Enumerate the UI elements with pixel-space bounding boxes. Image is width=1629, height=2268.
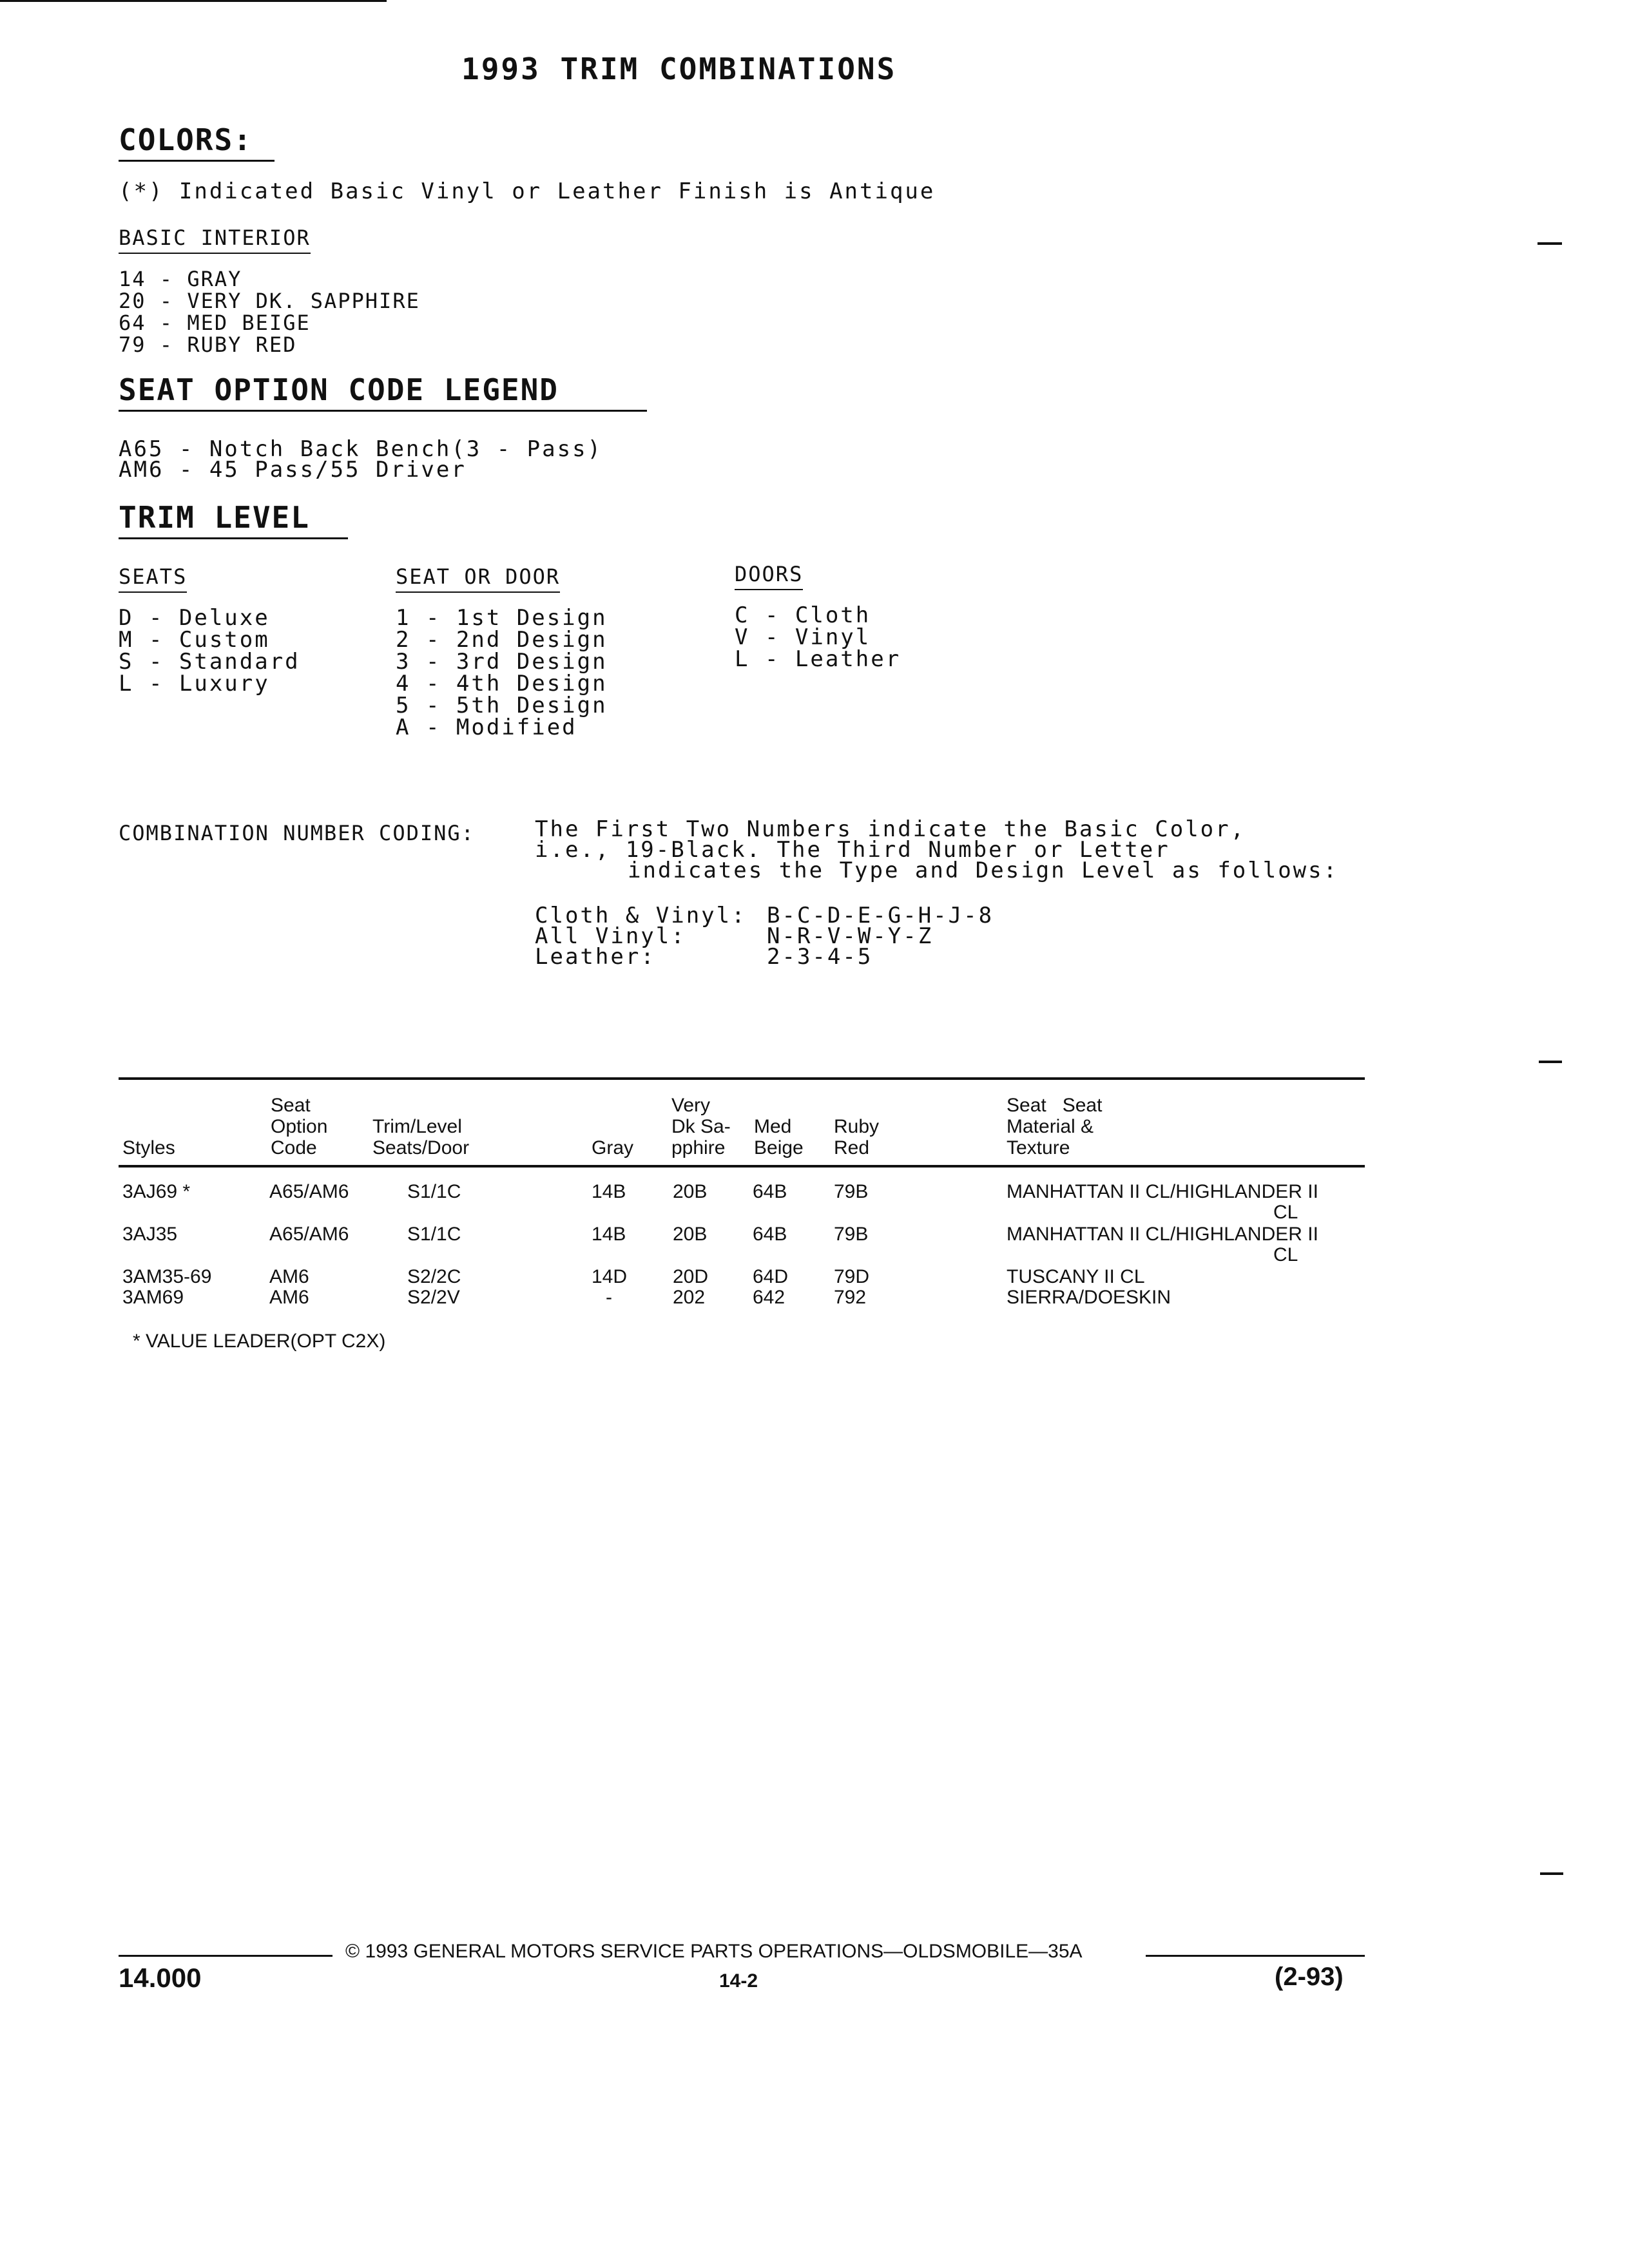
coding-type-codes: 2-3-4-5 (767, 944, 873, 970)
design-item: A - Modified (396, 715, 577, 740)
coding-type-codes: B-C-D-E-G-H-J-8 (767, 903, 994, 928)
trim-level-heading: TRIM LEVEL (119, 500, 348, 539)
footer-copyright: © 1993 GENERAL MOTORS SERVICE PARTS OPERATIONS—OLDSMOBILE—35A (345, 1941, 1083, 1962)
header-styles: Styles (122, 1137, 175, 1158)
table-footnote: * VALUE LEADER(OPT C2X) (133, 1331, 386, 1352)
header-beige: Beige (754, 1137, 804, 1158)
header-seat-code: Seat (271, 1095, 311, 1116)
coding-type-label: Leather: (535, 944, 656, 970)
color-item: 14 - GRAY (119, 267, 242, 291)
page-title: 1993 TRIM COMBINATIONS (461, 52, 897, 86)
cell-beige: 64D (753, 1266, 789, 1287)
header-seat-code: Option (271, 1116, 328, 1137)
design-item: 2 - 2nd Design (396, 627, 608, 653)
coding-type-label: Cloth & Vinyl: (535, 903, 747, 928)
header-trim: Seats/Door (372, 1137, 470, 1158)
cell-sapphire: 20D (673, 1266, 709, 1287)
seat-option-item: AM6 - 45 Pass/55 Driver (119, 457, 467, 483)
design-item: 4 - 4th Design (396, 671, 608, 697)
cell-ruby: 792 (834, 1287, 867, 1308)
door-item: L - Leather (735, 646, 901, 672)
seat-item: D - Deluxe (119, 605, 270, 631)
cell-code: A65/AM6 (269, 1224, 349, 1245)
footer-rule-left (119, 1955, 333, 1957)
cell-material: MANHATTAN II CL/HIGHLANDER II (1007, 1224, 1318, 1245)
coding-line: indicates the Type and Design Level as follows: (628, 858, 1339, 883)
header-sapphire: pphire (671, 1137, 726, 1158)
header-ruby: Red (834, 1137, 870, 1158)
coding-type-codes: N-R-V-W-Y-Z (767, 923, 934, 949)
cell-gray: - (606, 1287, 612, 1308)
header-material: Material & (1007, 1116, 1094, 1137)
coding-line: The First Two Numbers indicate the Basic Color, (535, 816, 1246, 842)
cell-gray: 14B (592, 1181, 626, 1202)
colors-heading: COLORS: (119, 122, 275, 162)
cell-material: TUSCANY II CL (1007, 1266, 1145, 1287)
seat-item: S - Standard (119, 649, 300, 675)
door-item: C - Cloth (735, 602, 871, 628)
cell-material-cont: CL (1273, 1202, 1298, 1223)
footer-rule-right (1146, 1955, 1365, 1957)
footer-date: (2-93) (1275, 1963, 1344, 1991)
cell-style: 3AM35-69 (122, 1266, 212, 1287)
seat-item: L - Luxury (119, 671, 270, 697)
cell-ruby: 79D (834, 1266, 870, 1287)
cell-code: A65/AM6 (269, 1181, 349, 1202)
seat-option-item: A65 - Notch Back Bench(3 - Pass) (119, 436, 603, 462)
header-beige: Med (754, 1116, 792, 1137)
header-sapphire: Very (671, 1095, 711, 1116)
cell-beige: 64B (753, 1224, 787, 1245)
coding-type-label: All Vinyl: (535, 923, 686, 949)
table-top-rule (119, 1077, 1365, 1080)
cell-code: AM6 (269, 1266, 309, 1287)
cell-material: SIERRA/DOESKIN (1007, 1287, 1171, 1308)
door-item: V - Vinyl (735, 624, 871, 650)
header-gray: Gray (592, 1137, 634, 1158)
margin-mark (1540, 1872, 1563, 1875)
cell-material-cont: CL (1273, 1244, 1298, 1265)
color-item: 64 - MED BEIGE (119, 311, 311, 335)
cell-sapphire: 20B (673, 1181, 708, 1202)
colors-note: (*) Indicated Basic Vinyl or Leather Finish is Antique (119, 178, 936, 204)
cell-material: MANHATTAN II CL/HIGHLANDER II (1007, 1181, 1318, 1202)
design-item: 5 - 5th Design (396, 693, 608, 718)
cell-style: 3AJ69 * (122, 1181, 191, 1202)
header-material: Seat Seat (1007, 1095, 1103, 1116)
seats-label: SEATS (119, 564, 187, 593)
cell-style: 3AJ35 (122, 1224, 178, 1245)
color-item: 20 - VERY DK. SAPPHIRE (119, 289, 420, 313)
header-sapphire: Dk Sa- (671, 1116, 731, 1137)
cell-trim: S1/1C (407, 1181, 461, 1202)
header-seat-code: Code (271, 1137, 317, 1158)
cell-sapphire: 202 (673, 1287, 706, 1308)
cell-code: AM6 (269, 1287, 309, 1308)
cell-ruby: 79B (834, 1181, 869, 1202)
footer-section: 14.000 (119, 1963, 202, 1993)
cell-trim: S2/2V (407, 1287, 460, 1308)
margin-mark (1539, 1061, 1562, 1063)
table-header-rule (119, 1165, 1365, 1168)
coding-line: i.e., 19-Black. The Third Number or Letter (535, 837, 1170, 863)
margin-mark (1537, 242, 1562, 245)
seat-item: M - Custom (119, 627, 270, 653)
cell-sapphire: 20B (673, 1224, 708, 1245)
seat-option-heading: SEAT OPTION CODE LEGEND (119, 372, 647, 412)
cell-ruby: 79B (834, 1224, 869, 1245)
cell-gray: 14B (592, 1224, 626, 1245)
coding-label: COMBINATION NUMBER CODING: (119, 821, 475, 845)
header-material: Texture (1007, 1137, 1070, 1158)
cell-trim: S1/1C (407, 1224, 461, 1245)
cell-style: 3AM69 (122, 1287, 184, 1308)
cell-beige: 64B (753, 1181, 787, 1202)
cell-gray: 14D (592, 1266, 628, 1287)
design-item: 3 - 3rd Design (396, 649, 608, 675)
header-ruby: Ruby (834, 1116, 880, 1137)
color-item: 79 - RUBY RED (119, 332, 297, 357)
basic-interior-label: BASIC INTERIOR (119, 226, 311, 254)
top-rule (0, 0, 387, 2)
design-item: 1 - 1st Design (396, 605, 608, 631)
cell-trim: S2/2C (407, 1266, 461, 1287)
seat-or-door-label: SEAT OR DOOR (396, 564, 560, 593)
header-trim: Trim/Level (372, 1116, 462, 1137)
cell-beige: 642 (753, 1287, 786, 1308)
footer-page-number: 14-2 (719, 1970, 758, 1992)
doors-label: DOORS (735, 562, 803, 590)
